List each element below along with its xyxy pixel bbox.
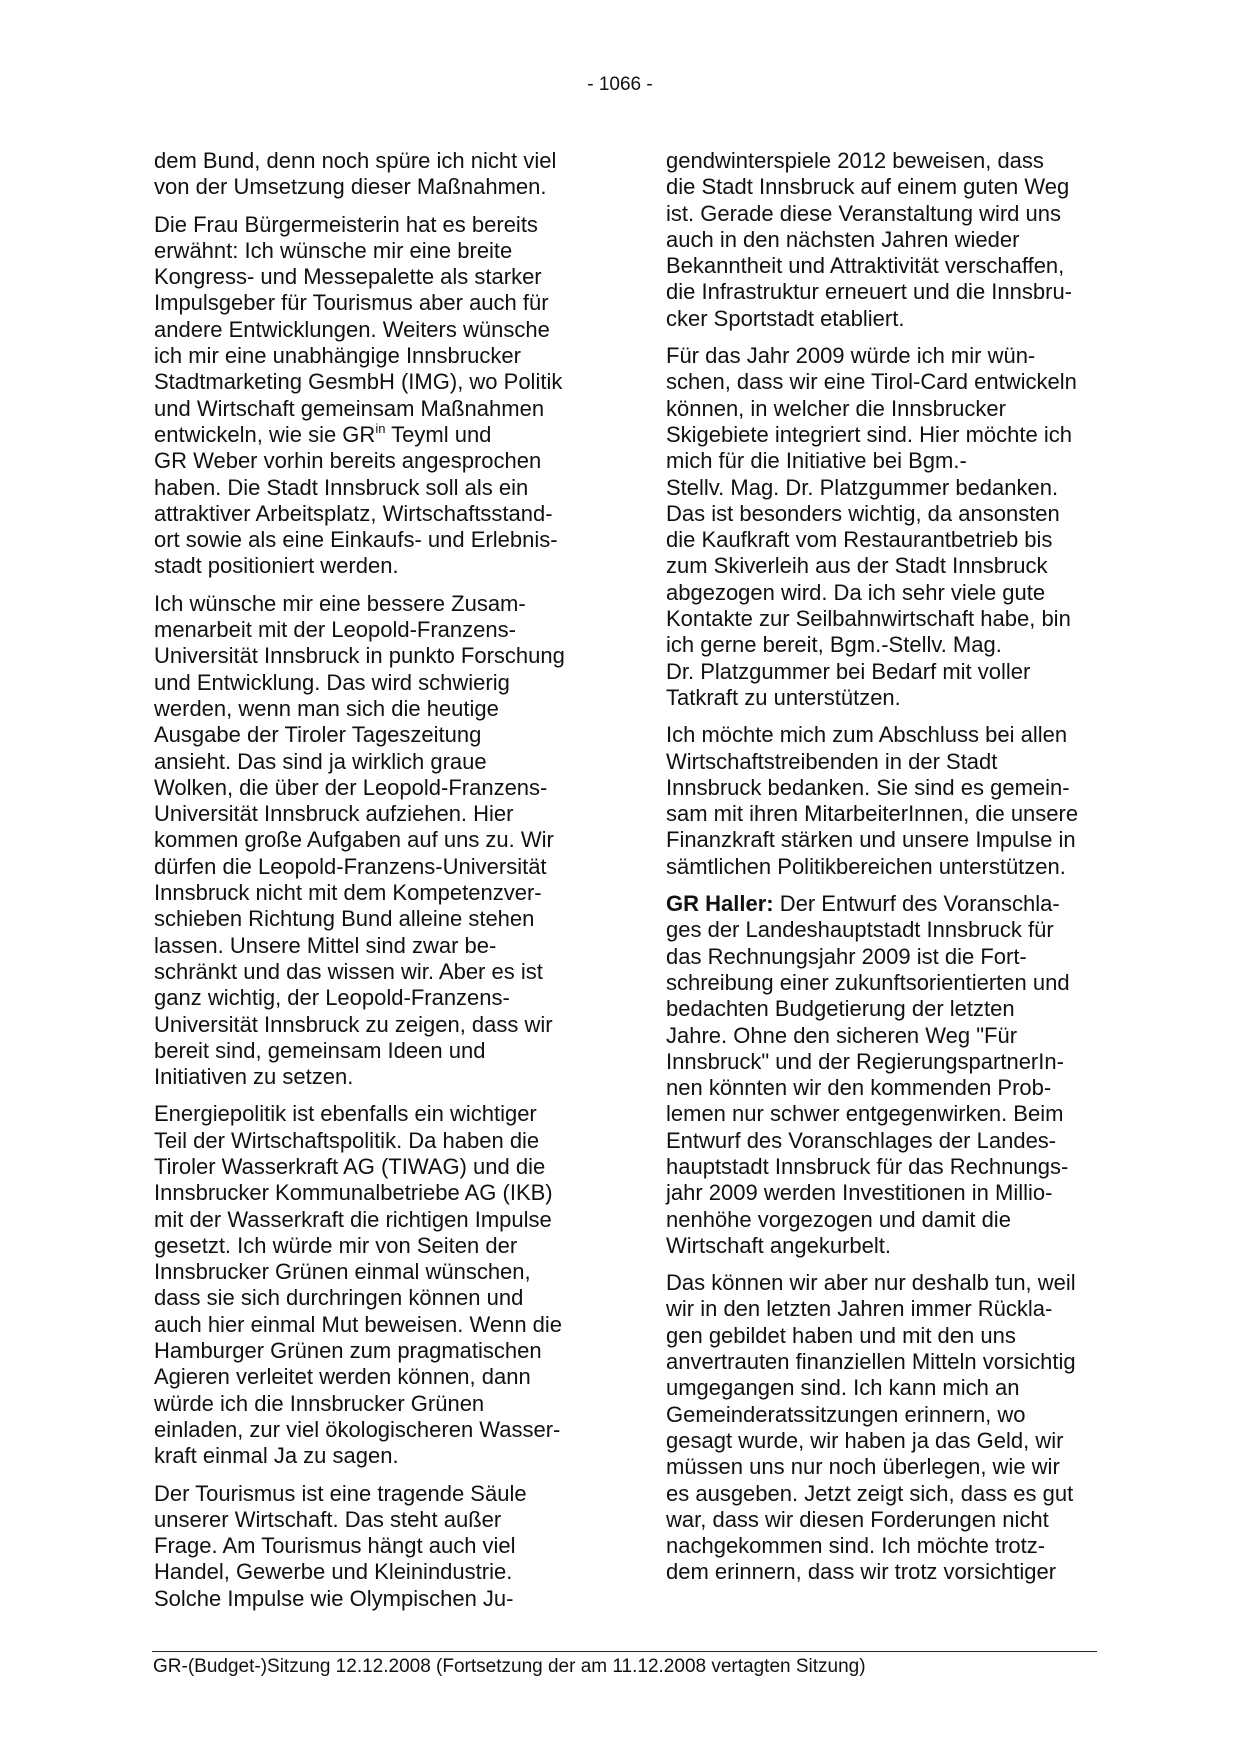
text-line: Innsbrucker Grünen einmal wünschen, <box>154 1259 531 1285</box>
text-line: Innsbruck bedanken. Sie sind es gemein- <box>666 774 1070 800</box>
text-line: Ich möchte mich zum Abschluss bei allen <box>666 722 1068 748</box>
text-line: Universität Innsbruck aufziehen. Hier <box>154 801 514 827</box>
text-line: schränkt und das wissen wir. Aber es ist <box>154 958 543 984</box>
text-line: sam mit ihren MitarbeiterInnen, die unsere <box>666 801 1079 827</box>
text-line: sämtlichen Politikbereichen unterstützen. <box>666 853 1066 879</box>
text-line: menarbeit mit der Leopold-Franzens- <box>154 617 516 643</box>
right-column <box>666 148 1108 1597</box>
text-line: Agieren verleitet werden können, dann <box>154 1364 531 1390</box>
text-line: dem Bund, denn noch spüre ich nicht viel <box>154 148 557 173</box>
text-fragment: entwickeln, wie sie GR <box>154 421 376 447</box>
speaker-name: GR Haller: <box>666 891 774 917</box>
paragraph <box>666 891 1108 1259</box>
text-line: bereit sind, gemeinsam Ideen und <box>154 1037 486 1063</box>
text-line: Tiroler Wasserkraft AG (TIWAG) und die <box>154 1153 546 1179</box>
text-line: Ausgabe der Tiroler Tageszeitung <box>154 722 482 748</box>
text-line: Wirtschaftstreibenden in der Stadt <box>666 748 998 774</box>
text-line: Wirtschaft angekurbelt. <box>666 1232 891 1258</box>
text-line: ges der Landeshauptstadt Innsbruck für <box>666 917 1054 943</box>
text-line: war, dass wir diesen Forderungen nicht <box>666 1506 1049 1532</box>
text-line: gendwinterspiele 2012 beweisen, dass <box>666 148 1044 173</box>
text-line: Universität Innsbruck zu zeigen, dass wir <box>154 1011 553 1037</box>
text-line: Dr. Platzgummer bei Bedarf mit voller <box>666 658 1031 684</box>
text-line: Impulsgeber für Tourismus aber auch für <box>154 290 549 316</box>
text-line: schen, dass wir eine Tirol-Card entwickeln <box>666 369 1077 395</box>
text-line: abgezogen wird. Da ich sehr viele gute <box>666 579 1046 605</box>
text-line: bedachten Budgetierung der letzten <box>666 996 1015 1022</box>
text-line: attraktiver Arbeitsplatz, Wirtschaftsstand- <box>154 500 553 526</box>
text-line: von der Umsetzung dieser Maßnahmen. <box>154 174 547 200</box>
text-line: ort sowie als eine Einkaufs- und Erlebnis- <box>154 527 558 553</box>
text-line: die Stadt Innsbruck auf einem guten Weg <box>666 174 1070 200</box>
text-line: dem erinnern, dass wir trotz vorsichtiger <box>666 1559 1057 1585</box>
text-line: auch hier einmal Mut beweisen. Wenn die <box>154 1311 563 1337</box>
text-line: erwähnt: Ich wünsche mir eine breite <box>154 237 513 263</box>
text-line: Hamburger Grünen zum pragmatischen <box>154 1338 542 1364</box>
text-line: würde ich die Innsbrucker Grünen <box>154 1390 485 1416</box>
text-line: Tatkraft zu unterstützen. <box>666 684 901 710</box>
text-line: Die Frau Bürgermeisterin hat es bereits <box>154 211 538 237</box>
text-line: Jahre. Ohne den sicheren Weg "Für <box>666 1022 1018 1048</box>
text-line: Ich wünsche mir eine bessere Zusam- <box>154 590 526 616</box>
text-line: auch in den nächsten Jahren wieder <box>666 226 1020 252</box>
text-line: können, in welcher die Innsbrucker <box>666 395 1006 421</box>
text-line: die Infrastruktur erneuert und die Innsbru- <box>666 279 1073 305</box>
text-line: Innsbruck" und der RegierungspartnerIn- <box>666 1048 1064 1074</box>
text-line: anvertrauten finanziellen Mitteln vorsichtig <box>666 1349 1076 1375</box>
page-number: - 1066 - <box>587 74 653 95</box>
text-line: Stellv. Mag. Dr. Platzgummer bedanken. <box>666 474 1059 500</box>
text-line: ist. Gerade diese Veranstaltung wird uns <box>666 200 1062 226</box>
text-line: GR Weber vorhin bereits angesprochen <box>154 448 542 474</box>
paragraph <box>154 1101 594 1469</box>
text-line: Finanzkraft stärken und unsere Impulse in <box>666 827 1076 853</box>
text-line: Bekanntheit und Attraktivität verschaffen, <box>666 253 1065 279</box>
text-line: Stadtmarketing GesmbH (IMG), wo Politik <box>154 369 563 395</box>
text-line: Universität Innsbruck in punkto Forschung <box>154 643 565 669</box>
paragraph <box>154 591 594 1091</box>
text-line: hauptstadt Innsbruck für das Rechnungs- <box>666 1153 1069 1179</box>
text-line: Teil der Wirtschaftspolitik. Da haben die <box>154 1127 540 1153</box>
text-line: Gemeinderatssitzungen erinnern, wo <box>666 1401 1026 1427</box>
text-line: schieben Richtung Bund alleine stehen <box>154 906 535 932</box>
text-line: Initiativen zu setzen. <box>154 1064 354 1090</box>
paragraph <box>666 1270 1108 1586</box>
text-line: es ausgeben. Jetzt zeigt sich, dass es gut <box>666 1480 1074 1506</box>
paragraph <box>666 148 1108 332</box>
paragraph <box>154 212 594 580</box>
text-line: nachgekommen sind. Ich möchte trotz- <box>666 1533 1046 1559</box>
superscript: in <box>375 420 386 436</box>
text-line: Innsbrucker Kommunalbetriebe AG (IKB) <box>154 1180 553 1206</box>
text-line: Wolken, die über der Leopold-Franzens- <box>154 774 548 800</box>
text-line: nenhöhe vorgezogen und damit die <box>666 1206 1011 1232</box>
text-line: Das ist besonders wichtig, da ansonsten <box>666 500 1060 526</box>
text-line: ganz wichtig, der Leopold-Franzens- <box>154 985 510 1011</box>
text-line: jahr 2009 werden Investitionen in Millio- <box>666 1180 1053 1206</box>
text-line: umgegangen sind. Ich kann mich an <box>666 1375 1020 1401</box>
text-line: Solche Impulse wie Olympischen Ju- <box>154 1585 514 1611</box>
footer-divider <box>152 1651 1097 1652</box>
text-line <box>666 891 1108 917</box>
paragraph <box>154 148 594 201</box>
text-line: unserer Wirtschaft. Das steht außer <box>154 1506 502 1532</box>
left-column <box>154 148 594 1623</box>
text-line: mich für die Initiative bei Bgm.- <box>666 448 967 474</box>
text-line: dass sie sich durchringen können und <box>154 1285 524 1311</box>
text-line: kraft einmal Ja zu sagen. <box>154 1443 399 1469</box>
text-line: lassen. Unsere Mittel sind zwar be- <box>154 932 497 958</box>
text-line: gesetzt. Ich würde mir von Seiten der <box>154 1232 518 1258</box>
text-line: dürfen die Leopold-Franzens-Universität <box>154 853 547 879</box>
text-line: ich gerne bereit, Bgm.-Stellv. Mag. <box>666 632 1002 658</box>
paragraph <box>666 343 1108 711</box>
footer-text: GR-(Budget-)Sitzung 12.12.2008 (Fortsetzung der am 11.12.2008 vertagten Sitzung) <box>153 1656 866 1677</box>
text-line: Das können wir aber nur deshalb tun, weil <box>666 1270 1076 1296</box>
text-line: ich mir eine unabhängige Innsbrucker <box>154 343 521 369</box>
text-line: Für das Jahr 2009 würde ich mir wün- <box>666 343 1036 369</box>
text-line: Der Tourismus ist eine tragende Säule <box>154 1480 527 1506</box>
text-line: Innsbruck nicht mit dem Kompetenzver- <box>154 880 542 906</box>
text-line: ansieht. Das sind ja wirklich graue <box>154 748 487 774</box>
paragraph <box>666 722 1108 880</box>
text-line: werden, wenn man sich die heutige <box>154 695 499 721</box>
text-line: und Wirtschaft gemeinsam Maßnahmen <box>154 395 545 421</box>
text-line: Entwurf des Voranschlages der Landes- <box>666 1127 1057 1153</box>
text-line: lemen nur schwer entgegenwirken. Beim <box>666 1101 1064 1127</box>
text-line: cker Sportstadt etabliert. <box>666 305 905 331</box>
text-fragment: Teyml und <box>385 421 492 447</box>
text-line: müssen uns nur noch überlegen, wie wir <box>666 1454 1060 1480</box>
text-line: Kongress- und Messepalette als starker <box>154 264 542 290</box>
text-line: haben. Die Stadt Innsbruck soll als ein <box>154 474 529 500</box>
text-line <box>154 422 594 448</box>
text-line: mit der Wasserkraft die richtigen Impulse <box>154 1206 552 1232</box>
text-line: Kontakte zur Seilbahnwirtschaft habe, bin <box>666 606 1071 632</box>
text-line: stadt positioniert werden. <box>154 553 399 579</box>
text-line: Skigebiete integriert sind. Hier möchte ich <box>666 421 1072 447</box>
text-line: das Rechnungsjahr 2009 ist die Fort- <box>666 943 1027 969</box>
text-fragment: Der Entwurf des Voranschla- <box>773 891 1060 917</box>
text-line: einladen, zur viel ökologischeren Wasser- <box>154 1416 561 1442</box>
text-line: zum Skiverleih aus der Stadt Innsbruck <box>666 553 1048 579</box>
text-line: andere Entwicklungen. Weiters wünsche <box>154 316 550 342</box>
text-line: Handel, Gewerbe und Kleinindustrie. <box>154 1559 513 1585</box>
text-line: Energiepolitik ist ebenfalls ein wichtiger <box>154 1101 537 1127</box>
text-line: schreibung einer zukunftsorientierten und <box>666 969 1070 995</box>
text-line: kommen große Aufgaben auf uns zu. Wir <box>154 827 554 853</box>
text-line: Frage. Am Tourismus hängt auch viel <box>154 1533 516 1559</box>
text-line: nen könnten wir den kommenden Prob- <box>666 1075 1052 1101</box>
text-line: wir in den letzten Jahren immer Rückla- <box>666 1296 1053 1322</box>
text-line: und Entwicklung. Das wird schwierig <box>154 669 510 695</box>
text-line: die Kaufkraft vom Restaurantbetrieb bis <box>666 527 1053 553</box>
text-line: gen gebildet haben und mit den uns <box>666 1322 1016 1348</box>
paragraph <box>154 1481 594 1612</box>
text-line: gesagt wurde, wir haben ja das Geld, wir <box>666 1427 1064 1453</box>
